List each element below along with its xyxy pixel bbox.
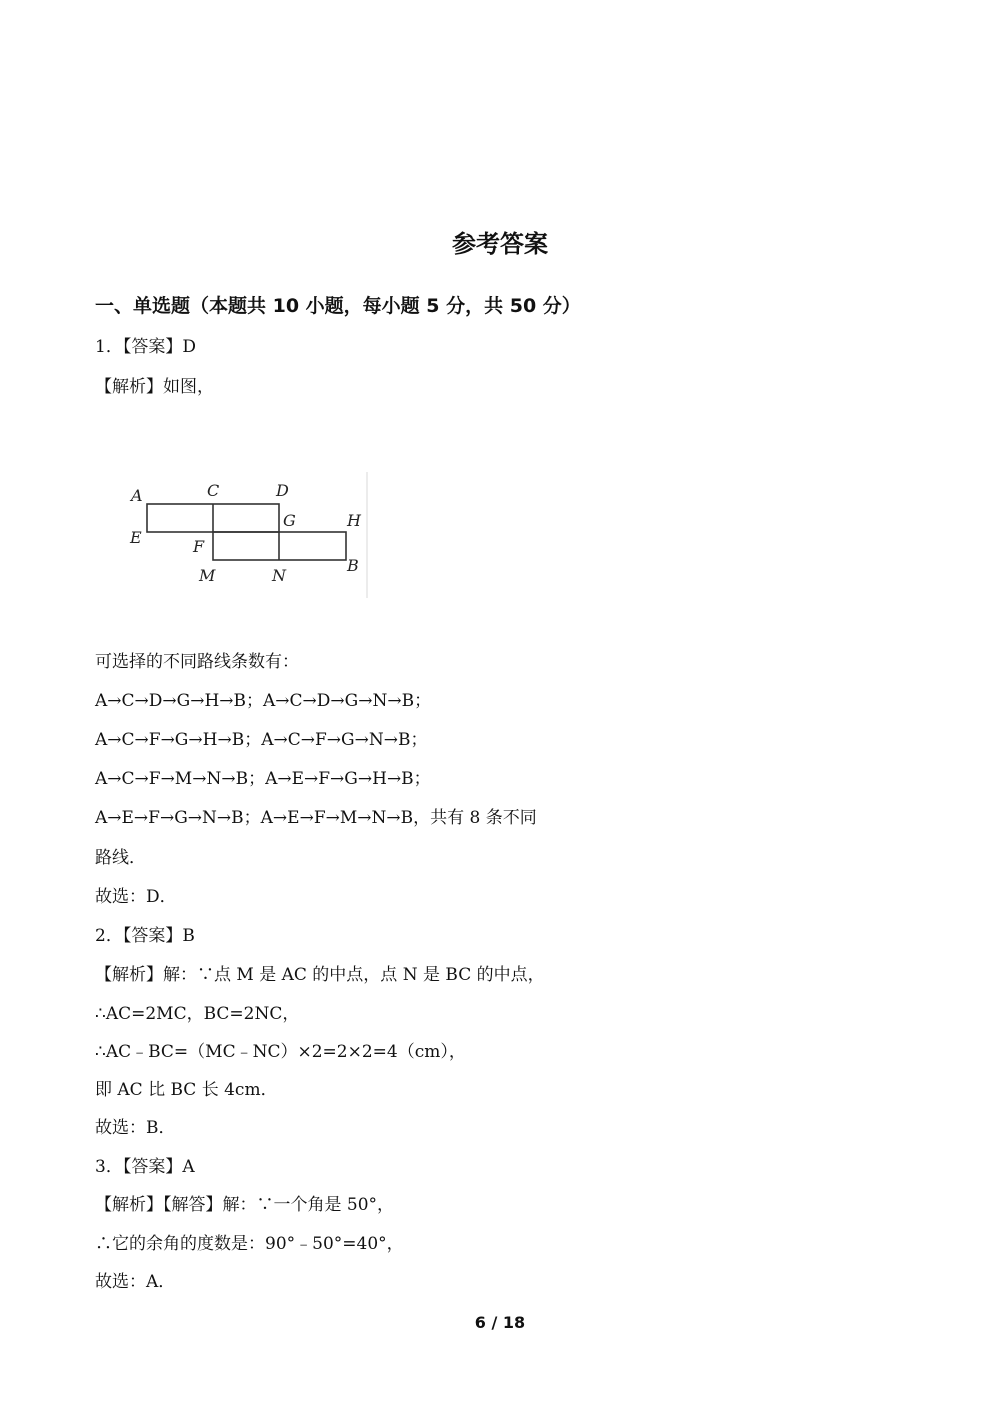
route-diagram — [125, 470, 370, 600]
q3-choice: 故选：A． — [95, 1272, 176, 1292]
routes-line-1: A→C→D→G→H→B；A→C→D→G→N→B； — [95, 691, 432, 711]
label-g: G — [283, 511, 296, 530]
page-title: 参考答案 — [452, 230, 548, 258]
q3-answer: 3．【答案】A — [95, 1157, 195, 1177]
label-h: H — [347, 511, 361, 530]
label-c: C — [207, 481, 220, 500]
routes-line-4: A→E→F→G→N→B；A→E→F→M→N→B，共有 8 条不同 — [95, 808, 537, 828]
routes-line-3: A→C→F→M→N→B；A→E→F→G→H→B； — [95, 769, 431, 789]
label-e: E — [130, 528, 142, 547]
label-f: F — [193, 537, 205, 556]
label-d: D — [276, 481, 289, 500]
routes-line-5: 路线． — [95, 848, 146, 868]
q1-answer: 1．【答案】D — [95, 337, 196, 357]
page-number: 6 / 18 — [474, 1313, 526, 1332]
q1-choice: 故选：D． — [95, 887, 177, 907]
q2-analysis: 【解析】解：∵点 M 是 AC 的中点，点 N 是 BC 的中点， — [95, 965, 545, 985]
label-m: M — [199, 566, 216, 585]
q3-step-1: ∴它的余角的度数是：90°﹣50°=40°， — [95, 1234, 404, 1254]
label-b: B — [347, 556, 359, 575]
q2-step-2: ∴AC﹣BC=（MC﹣NC）×2=2×2=4（cm）， — [95, 1042, 466, 1062]
routes-line-2: A→C→F→G→H→B；A→C→F→G→N→B； — [95, 730, 428, 750]
label-a: A — [131, 486, 143, 505]
routes-intro: 可选择的不同路线条数有： — [95, 652, 299, 672]
label-n: N — [272, 566, 286, 585]
q2-step-1: ∴AC=2MC，BC=2NC， — [95, 1004, 300, 1024]
q2-choice: 故选：B． — [95, 1118, 176, 1138]
section-heading: 一、单选题（本题共 10 小题，每小题 5 分，共 50 分） — [95, 295, 581, 317]
q2-step-3: 即 AC 比 BC 长 4cm． — [95, 1080, 278, 1100]
q1-analysis: 【解析】如图， — [95, 377, 214, 397]
q3-analysis: 【解析】【解答】解：∵一个角是 50°， — [95, 1195, 395, 1215]
q2-answer: 2．【答案】B — [95, 926, 195, 946]
